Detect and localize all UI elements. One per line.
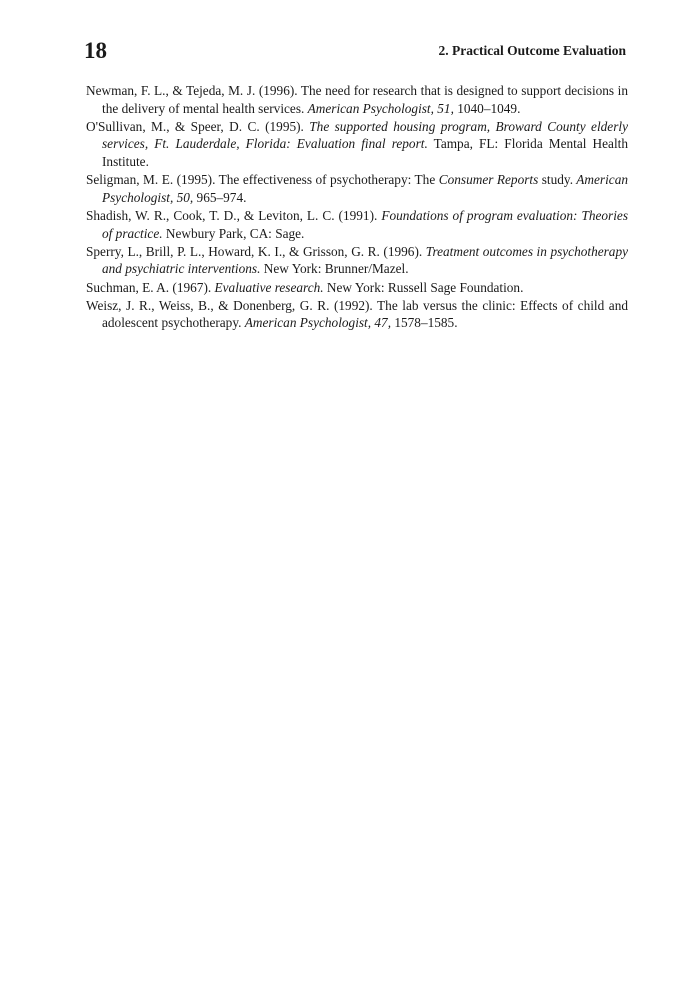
reference-source: Treatment outcomes in psychotherapy and psychiatric interventions.	[102, 243, 628, 277]
reference-source: Consumer Reports	[438, 172, 539, 188]
reference-item	[86, 279, 628, 297]
reference-text: Seligman, M. E. (1995). The effectiveness of psychotherapy: The	[86, 172, 439, 188]
reference-text: Suchman, E. A. (1967).	[86, 279, 215, 295]
reference-source: Foundations of program evaluation: Theories of practice.	[102, 207, 629, 241]
reference-publisher: Tampa, FL: Florida Mental Health Institute.	[102, 136, 628, 169]
reference-source: The supported housing program, Broward County elderly services, Ft. Lauderdale, Florida: Evaluation final report.	[102, 118, 628, 152]
reference-text: O'Sullivan, M., & Speer, D. C. (1995).	[86, 118, 310, 134]
reference-publisher: Newbury Park, CA: Sage.	[162, 225, 305, 241]
reference-pages: 965–974.	[193, 189, 247, 205]
reference-text: Weisz, J. R., Weiss, B., & Donenberg, G. R. (1992). The lab versus the clinic: Effects of child and adolescent psychotherapy.	[86, 297, 628, 331]
reference-pages: 1578–1585.	[391, 315, 458, 331]
reference-pages: 1040–1049.	[453, 100, 521, 116]
page-number: 18	[84, 38, 107, 63]
reference-text: Shadish, W. R., Cook, T. D., & Leviton, L. C. (1991).	[86, 207, 382, 223]
reference-item	[86, 297, 628, 332]
reference-journal: American Psychologist, 50,	[102, 172, 628, 205]
reference-text: Newman, F. L., & Tejeda, M. J. (1996). The need for research that is designed to support decisions in the delivery of mental health services.	[86, 83, 628, 116]
reference-item	[86, 82, 628, 117]
reference-item	[86, 207, 628, 242]
reference-text: Sperry, L., Brill, P. L., Howard, K. I., & Grisson, G. R. (1996).	[86, 243, 426, 259]
reference-source: American Psychologist, 47,	[244, 315, 392, 331]
reference-publisher: New York: Brunner/Mazel.	[260, 261, 409, 277]
reference-item	[86, 118, 628, 171]
reference-publisher: New York: Russell Sage Foundation.	[323, 279, 524, 295]
reference-item	[86, 243, 628, 278]
reference-item	[86, 171, 628, 206]
reference-text-cont: study.	[538, 172, 574, 188]
reference-source: Evaluative research.	[214, 279, 324, 295]
reference-source: American Psychologist, 51,	[307, 100, 454, 116]
running-head: 2. Practical Outcome Evaluation	[438, 43, 626, 58]
reference-list	[86, 82, 628, 332]
